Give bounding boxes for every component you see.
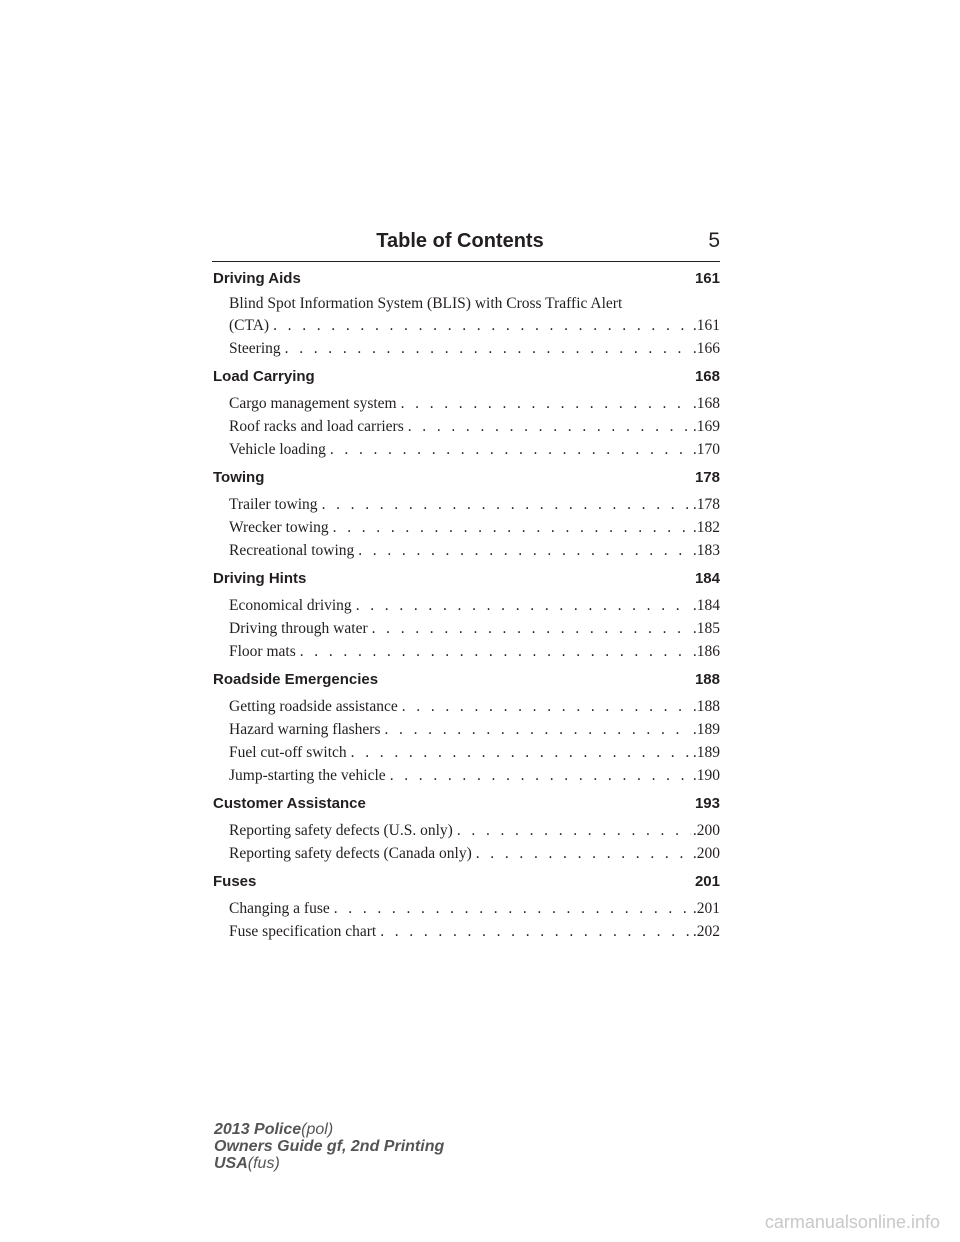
leader-dots [408, 415, 691, 438]
section-page: 201 [694, 873, 720, 890]
toc-section [213, 264, 720, 360]
leader-dots [401, 392, 691, 415]
entry-label-line1: Blind Spot Information System (BLIS) with Cross Traffic Alert [229, 295, 623, 312]
entry-label: Wrecker towing [229, 519, 329, 536]
section-title: Roadside Emergencies [213, 671, 379, 688]
section-title: Fuses [213, 873, 257, 890]
toc-entry[interactable] [213, 516, 720, 539]
leader-dots [380, 920, 691, 943]
footer-guide: Owners Guide gf, 2nd Printing [214, 1138, 445, 1155]
entry-page: .168 [692, 395, 720, 412]
entry-label: Jump-starting the vehicle [229, 767, 386, 784]
toc-section [213, 564, 720, 663]
entry-page: .185 [692, 620, 720, 637]
leader-dots [390, 764, 691, 787]
leader-dots [457, 819, 691, 842]
footer-model-code: (pol) [301, 1121, 334, 1138]
leader-dots [273, 314, 691, 337]
entry-page: .200 [692, 845, 720, 862]
toc-entry[interactable] [213, 438, 720, 461]
leader-dots [322, 493, 691, 516]
toc-entry[interactable] [213, 337, 720, 360]
entry-page: .190 [692, 767, 720, 784]
section-title: Driving Hints [213, 570, 307, 587]
leader-dots [285, 337, 691, 360]
section-page: 168 [694, 368, 720, 385]
leader-dots [333, 516, 691, 539]
toc-entry[interactable] [213, 493, 720, 516]
entry-page: .183 [692, 542, 720, 559]
toc-entry[interactable] [213, 594, 720, 617]
entry-label: Driving through water [229, 620, 368, 637]
toc-section [213, 665, 720, 787]
entry-page: .186 [692, 643, 720, 660]
section-title: Customer Assistance [213, 795, 366, 812]
entry-page: .189 [692, 721, 720, 738]
toc-entry[interactable] [213, 539, 720, 562]
section-title: Driving Aids [213, 270, 301, 287]
entry-page: .201 [692, 900, 720, 917]
toc-entry[interactable] [213, 718, 720, 741]
toc-section [213, 867, 720, 943]
entry-label: Roof racks and load carriers [229, 418, 404, 435]
toc-section [213, 463, 720, 562]
toc-entry[interactable] [213, 314, 720, 337]
section-page: 188 [694, 671, 720, 688]
toc-entry[interactable] [213, 764, 720, 787]
leader-dots [358, 539, 691, 562]
entry-label: Vehicle loading [229, 441, 326, 458]
table-of-contents [213, 262, 720, 943]
toc-entry[interactable] [213, 741, 720, 764]
entry-page: .184 [692, 597, 720, 614]
toc-entry[interactable] [213, 920, 720, 943]
toc-entry[interactable] [213, 695, 720, 718]
document-footer [214, 1121, 444, 1172]
entry-label: Reporting safety defects (U.S. only) [229, 822, 453, 839]
entry-page: .189 [692, 744, 720, 761]
section-title: Towing [213, 469, 265, 486]
entry-label: Steering [229, 340, 281, 357]
footer-region-code: (fus) [247, 1155, 280, 1172]
entry-label: Fuel cut-off switch [229, 744, 347, 761]
section-heading[interactable] [213, 362, 720, 392]
entry-page: .200 [692, 822, 720, 839]
section-heading[interactable] [213, 789, 720, 819]
page-title: Table of Contents [376, 230, 544, 252]
section-heading[interactable] [213, 867, 720, 897]
section-heading[interactable] [213, 264, 720, 294]
footer-region: USA [214, 1155, 248, 1172]
toc-entry[interactable] [213, 819, 720, 842]
footer-model: 2013 Police [214, 1121, 302, 1138]
section-page: 193 [694, 795, 720, 812]
entry-page: .161 [692, 317, 720, 334]
footer-line-2 [214, 1138, 444, 1155]
entry-label: (CTA) [229, 317, 270, 334]
toc-entry[interactable] [213, 392, 720, 415]
entry-label: Changing a fuse [229, 900, 330, 917]
footer-line-3 [214, 1155, 444, 1172]
leader-dots [330, 438, 691, 461]
leader-dots [334, 897, 691, 920]
section-page: 184 [694, 570, 720, 587]
entry-label: Hazard warning flashers [229, 721, 381, 738]
section-heading[interactable] [213, 564, 720, 594]
footer-line-1 [214, 1121, 444, 1138]
section-page: 161 [694, 270, 720, 287]
page-header [212, 230, 720, 262]
toc-entry[interactable] [213, 617, 720, 640]
entry-page: .202 [692, 923, 720, 940]
toc-entry[interactable] [213, 842, 720, 865]
entry-page: .170 [692, 441, 720, 458]
leader-dots [300, 640, 691, 663]
entry-label: Getting roadside assistance [229, 698, 398, 715]
entry-label: Cargo management system [229, 395, 397, 412]
section-title: Load Carrying [213, 368, 315, 385]
entry-label: Fuse specification chart [229, 923, 377, 940]
entry-label: Reporting safety defects (Canada only) [229, 845, 472, 862]
watermark: carmanualsonline.info [764, 1212, 940, 1232]
entry-page: .188 [692, 698, 720, 715]
section-page: 178 [694, 469, 720, 486]
entry-page: .169 [692, 418, 720, 435]
leader-dots [385, 718, 691, 741]
leader-dots [476, 842, 691, 865]
entry-label: Trailer towing [229, 496, 318, 513]
toc-entry[interactable] [213, 897, 720, 920]
toc-section [213, 789, 720, 865]
leader-dots [372, 617, 691, 640]
leader-dots [402, 695, 691, 718]
section-heading[interactable] [213, 665, 720, 695]
toc-entry[interactable] [213, 640, 720, 663]
section-heading[interactable] [213, 463, 720, 493]
entry-page: .182 [692, 519, 720, 536]
entry-label: Recreational towing [229, 542, 355, 559]
toc-entry[interactable] [213, 415, 720, 438]
leader-dots [356, 594, 691, 617]
leader-dots [351, 741, 691, 764]
entry-label: Floor mats [229, 643, 296, 660]
page-number: 5 [708, 229, 720, 252]
entry-page: .178 [692, 496, 720, 513]
entry-page: .166 [692, 340, 720, 357]
toc-section [213, 362, 720, 461]
entry-label: Economical driving [229, 597, 352, 614]
